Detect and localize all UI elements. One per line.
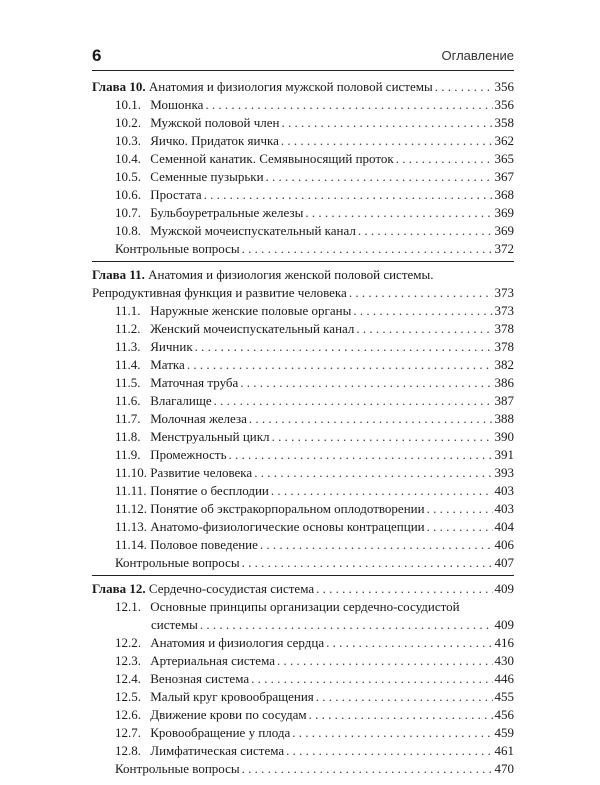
chapter-title: Сердечно-сосудистая система [148, 581, 315, 596]
dot-leader [240, 374, 492, 392]
toc-entry[interactable] [115, 186, 514, 204]
section-title: Мужской половой член [150, 115, 280, 130]
section-title: Движение крови по сосудам [150, 707, 307, 722]
section-title: Молочная железа [150, 411, 247, 426]
toc-entry[interactable] [115, 688, 514, 706]
toc-entry[interactable] [115, 96, 514, 114]
section-title: Семенной канатик. Семявыносящий проток [150, 151, 394, 166]
page-number: 6 [92, 46, 102, 65]
table-of-contents [92, 78, 514, 785]
chapter-12-block [92, 580, 514, 781]
section-number: 11.3. [115, 339, 141, 354]
section-number: 11.8. [115, 429, 141, 444]
section-title: Наружные женские половые органы [150, 303, 352, 318]
section-page: 391 [494, 447, 514, 462]
section-title: Бульбоуретральные железы [150, 205, 304, 220]
dot-leader [349, 284, 493, 302]
section-number: 11.6. [115, 393, 141, 408]
dot-leader [356, 320, 492, 338]
section-page: 446 [494, 671, 514, 686]
toc-entry[interactable] [115, 356, 514, 374]
toc-entry[interactable] [115, 132, 514, 150]
dot-leader [292, 724, 492, 742]
section-number: 12.6. [115, 707, 141, 722]
section-page: 406 [494, 537, 514, 552]
section-number: 11.9. [115, 447, 141, 462]
section-title: Основные принципы организации сердечно-сосудистой [150, 599, 460, 614]
section-title: Половое поведение [150, 537, 258, 552]
section-page: 387 [494, 393, 514, 408]
dot-leader [281, 114, 492, 132]
toc-entry[interactable] [115, 150, 514, 168]
dot-leader [200, 616, 493, 634]
dot-leader [358, 222, 493, 240]
dot-leader [195, 338, 493, 356]
toc-entry[interactable] [115, 320, 514, 338]
toc-entry[interactable] [115, 114, 514, 132]
section-page: 362 [494, 133, 514, 148]
section-page: 382 [494, 357, 514, 372]
section-number: 11.11. [115, 483, 147, 498]
dot-leader [205, 96, 492, 114]
section-number: 12.1. [115, 599, 141, 614]
section-number: 12.4. [115, 671, 141, 686]
section-title-line2: системы [151, 617, 198, 632]
section-number: 11.4. [115, 357, 141, 372]
section-page: 378 [494, 339, 514, 354]
section-number: 10.1. [115, 97, 141, 112]
section-title: Кровообращение у плода [150, 725, 291, 740]
toc-entry[interactable] [115, 338, 514, 356]
section-page: 430 [494, 653, 514, 668]
section-page: 390 [494, 429, 514, 444]
dot-leader [266, 168, 493, 186]
dot-leader [316, 580, 492, 598]
section-page: 356 [494, 97, 514, 112]
dot-leader [260, 536, 493, 554]
toc-entry[interactable] [115, 518, 514, 536]
section-title: Контрольные вопросы [115, 555, 240, 570]
section-number: 12.2. [115, 635, 141, 650]
section-title: Анатомо-физиологические основы контрацепции [150, 519, 425, 534]
section-number: 11.12. [115, 501, 148, 516]
dot-leader [277, 652, 493, 670]
dot-leader [309, 706, 493, 724]
section-title: Венозная система [150, 671, 250, 686]
section-number: 10.7. [115, 205, 141, 220]
section-title: Яичко. Придаток яичка [150, 133, 279, 148]
section-page: 459 [494, 725, 514, 740]
toc-entry[interactable] [115, 652, 514, 670]
section-number: 11.1. [115, 303, 141, 318]
section-title: Семенные пузырьки [150, 169, 264, 184]
section-title: Маточная труба [150, 375, 239, 390]
toc-entry[interactable] [115, 374, 514, 392]
chapter-heading-line1[interactable] [92, 266, 514, 284]
dot-leader [242, 240, 493, 258]
toc-entry[interactable] [115, 168, 514, 186]
dot-leader [396, 150, 493, 168]
section-number: 10.2. [115, 115, 141, 130]
chapter-title: Анатомия и физиология женской половой системы. [148, 267, 434, 282]
section-number: 10.5. [115, 169, 141, 184]
toc-entry[interactable] [115, 446, 514, 464]
section-page: 407 [494, 555, 514, 570]
dot-leader [272, 428, 493, 446]
section-title: Женский мочеиспускательный канал [150, 321, 355, 336]
toc-entry[interactable] [115, 204, 514, 222]
dot-leader [271, 482, 493, 500]
dot-leader [229, 446, 493, 464]
toc-entry[interactable] [115, 482, 514, 500]
dot-leader [187, 356, 493, 374]
toc-entry-review[interactable] [115, 760, 514, 778]
chapter-11-block [92, 266, 514, 576]
toc-entry[interactable] [115, 428, 514, 446]
section-number: 11.7. [115, 411, 141, 426]
toc-entry[interactable] [115, 724, 514, 742]
section-title: Малый круг кровообращения [150, 689, 314, 704]
toc-entry[interactable] [115, 706, 514, 724]
section-title: Мужской мочеиспускательный канал [150, 223, 356, 238]
dot-leader [249, 410, 493, 428]
toc-entry-review[interactable] [115, 554, 514, 572]
page-header [92, 46, 514, 71]
section-page: 461 [494, 743, 514, 758]
section-page: 372 [494, 241, 514, 256]
chapter-page: 356 [494, 79, 514, 94]
section-page: 388 [494, 411, 514, 426]
section-number: 11.13. [115, 519, 148, 534]
section-page: 368 [494, 187, 514, 202]
section-page: 403 [494, 501, 514, 516]
chapter-title: Анатомия и физиология мужской половой системы [148, 79, 433, 94]
toc-entry[interactable] [115, 392, 514, 410]
section-page: 416 [494, 635, 514, 650]
section-number: 10.4. [115, 151, 141, 166]
section-page: 403 [494, 483, 514, 498]
section-number: 11.2. [115, 321, 141, 336]
section-title: Артериальная система [150, 653, 275, 668]
toc-entry[interactable] [115, 536, 514, 554]
section-page: 369 [494, 223, 514, 238]
chapter-heading[interactable] [92, 78, 514, 96]
section-page: 358 [494, 115, 514, 130]
dot-leader [326, 634, 492, 652]
section-number: 11.14. [115, 537, 148, 552]
dot-leader [214, 392, 493, 410]
section-title: Лимфатическая система [150, 743, 285, 758]
chapter-page: 409 [494, 581, 514, 596]
section-title: Промежность [150, 447, 227, 462]
dot-leader [305, 204, 492, 222]
section-number: 12.5. [115, 689, 141, 704]
dot-leader [204, 186, 493, 204]
toc-entry[interactable] [115, 464, 514, 482]
chapter-label: Глава 12. [92, 581, 146, 596]
running-title: Оглавление [441, 48, 514, 63]
section-page: 393 [494, 465, 514, 480]
dot-leader [242, 554, 493, 572]
section-title: Анатомия и физиология сердца [150, 635, 325, 650]
toc-entry[interactable] [115, 670, 514, 688]
chapter-heading-line2[interactable] [92, 284, 514, 302]
section-page: 455 [494, 689, 514, 704]
dot-leader [316, 688, 493, 706]
section-page: 404 [494, 519, 514, 534]
section-page: 456 [494, 707, 514, 722]
section-title: Яичник [150, 339, 193, 354]
toc-entry[interactable] [115, 634, 514, 652]
section-number: 11.5. [115, 375, 141, 390]
section-page: 367 [494, 169, 514, 184]
section-number: 10.6. [115, 187, 141, 202]
toc-entry[interactable] [115, 410, 514, 428]
dot-leader [281, 132, 493, 150]
section-title: Контрольные вопросы [115, 241, 240, 256]
section-number: 10.8. [115, 223, 141, 238]
section-title: Понятие о бесплодии [150, 483, 269, 498]
section-page: 386 [494, 375, 514, 390]
toc-entry[interactable] [115, 742, 514, 760]
section-number: 12.3. [115, 653, 141, 668]
toc-entry[interactable] [115, 302, 514, 320]
section-page: 373 [494, 303, 514, 318]
dot-leader [427, 518, 493, 536]
dot-leader [427, 500, 493, 518]
toc-entry[interactable] [115, 500, 514, 518]
section-title: Мошонка [150, 97, 204, 112]
chapter-title-line2: Репродуктивная функция и развитие человека [92, 285, 347, 300]
section-number: 11.10. [115, 465, 148, 480]
toc-entry-line2[interactable] [115, 616, 514, 634]
dot-leader [242, 760, 493, 778]
dot-leader [435, 78, 493, 96]
toc-entry[interactable] [115, 222, 514, 240]
section-page: 365 [494, 151, 514, 166]
chapter-label: Глава 10. [92, 79, 146, 94]
dot-leader [251, 670, 492, 688]
section-title: Менструальный цикл [150, 429, 270, 444]
section-title: Матка [150, 357, 185, 372]
section-page: 409 [494, 617, 514, 632]
section-title: Понятие об экстракорпоральном оплодотворении [150, 501, 425, 516]
toc-entry-review[interactable] [115, 240, 514, 258]
section-title: Развитие человека [150, 465, 253, 480]
dot-leader [254, 464, 492, 482]
dot-leader [286, 742, 492, 760]
chapter-10-block [92, 78, 514, 262]
dot-leader [353, 302, 492, 320]
section-title: Простата [150, 187, 202, 202]
chapter-label: Глава 11. [92, 267, 145, 282]
chapter-page: 373 [494, 285, 514, 300]
section-title: Влагалище [150, 393, 212, 408]
toc-entry-line1[interactable] [115, 598, 514, 616]
section-number: 12.8. [115, 743, 141, 758]
chapter-heading[interactable] [92, 580, 514, 598]
section-page: 378 [494, 321, 514, 336]
section-page: 369 [494, 205, 514, 220]
section-number: 10.3. [115, 133, 141, 148]
section-page: 470 [494, 761, 514, 776]
section-title: Контрольные вопросы [115, 761, 240, 776]
section-number: 12.7. [115, 725, 141, 740]
